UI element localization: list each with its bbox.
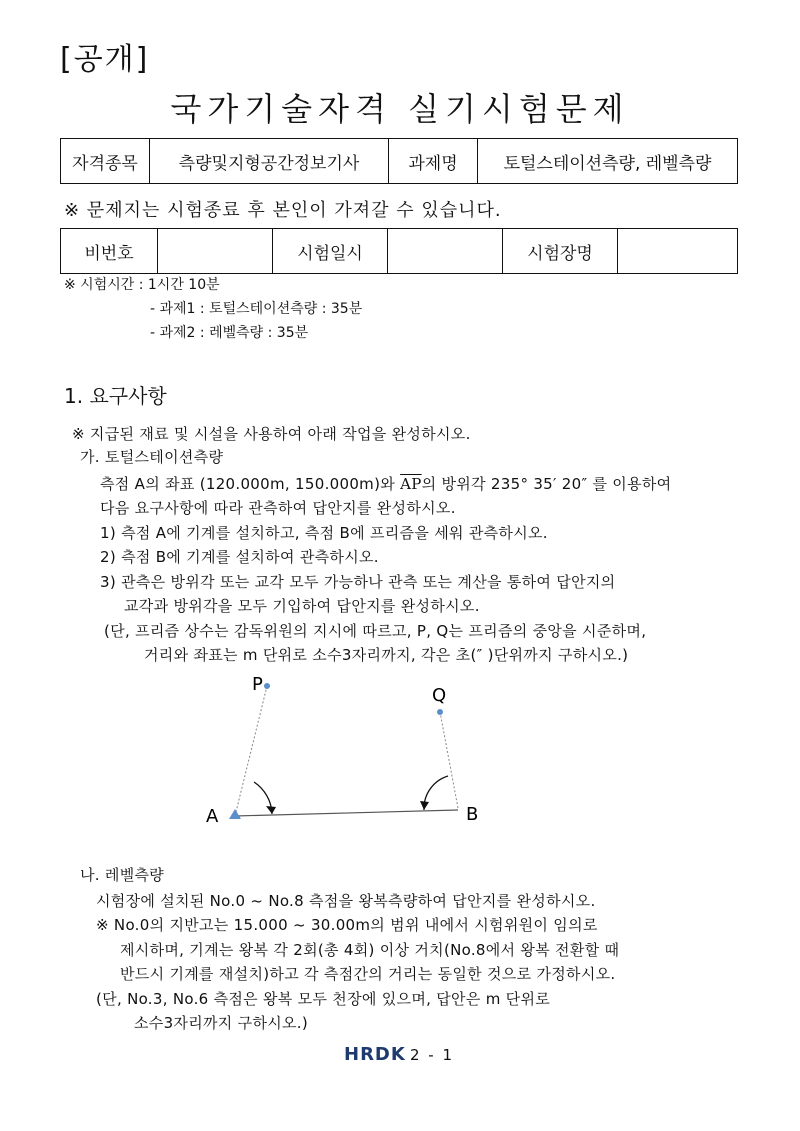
page-title: 국가기술자격 실기시험문제 <box>170 90 630 128</box>
part-a-item3b: 교각과 방위각을 모두 기입하여 답안지를 완성하시오. <box>124 597 480 615</box>
part-a-item1: 1) 측점 A에 기계를 설치하고, 측점 B에 프리즘을 세워 관측하시오. <box>100 524 548 542</box>
exam-date-label: 시험일시 <box>273 229 388 274</box>
section-intro: ※ 지급된 재료 및 시설을 사용하여 아래 작업을 완성하시오. <box>72 425 471 443</box>
arrowhead-a <box>266 806 276 814</box>
exam-date-field[interactable] <box>388 229 503 274</box>
info-table <box>60 138 738 184</box>
part-a-item3a: 3) 관측은 방위각 또는 교각 모두 가능하나 관측 또는 계산을 통하여 답안지의 <box>100 573 616 591</box>
part-a-line2: 다음 요구사항에 따라 관측하여 답안지를 완성하시오. <box>100 499 456 517</box>
qualification-label: 자격종목 <box>61 139 150 184</box>
part-a-note1: (단, 프리즘 상수는 감독위원의 지시에 따르고, P, Q는 프리즘의 중앙을 시준하며, <box>104 622 647 640</box>
part-b-note1: ※ No.0의 지반고는 15.000 ~ 30.00m의 범위 내에서 시험위원이 임의로 <box>96 916 598 934</box>
angle-arc-b <box>424 776 448 810</box>
id-table <box>60 228 738 274</box>
part-b-heading: 나. 레벨측량 <box>80 866 165 884</box>
part-a-item2: 2) 측점 B에 기계를 설치하여 관측하시오. <box>100 548 379 566</box>
part-b-line1: 시험장에 설치된 No.0 ~ No.8 측점을 왕복측량하여 답안지를 완성하시오. <box>96 892 596 910</box>
task-name-label: 과제명 <box>389 139 478 184</box>
page-number: 2 - 1 <box>410 1046 455 1064</box>
point-p-marker <box>264 683 270 689</box>
line-b-q <box>440 712 458 808</box>
exam-time-total: ※ 시험시간 : 1시간 10분 <box>64 277 220 293</box>
seat-number-field[interactable] <box>158 229 273 274</box>
part-b-note2: 제시하며, 기계는 왕복 각 2회(총 4회) 이상 거치(No.8에서 왕복 전환할 때 <box>120 941 620 959</box>
part-b-note5: 소수3자리까지 구하시오.) <box>134 1014 309 1032</box>
point-q-marker <box>437 709 443 715</box>
notice-text: ※ 문제지는 시험종료 후 본인이 가져갈 수 있습니다. <box>64 200 502 221</box>
public-tag: [공개] <box>60 42 150 77</box>
exam-time-task2: - 과제2 : 레벨측량 : 35분 <box>150 325 309 341</box>
section-heading: 1. 요구사항 <box>64 384 167 408</box>
label-p: P <box>252 674 263 695</box>
ap-direction-label: $\overline{AP}$ <box>400 475 422 493</box>
label-b: B <box>466 804 479 825</box>
line-a-b <box>235 810 458 816</box>
part-a-line1-post: 의 방위각 235° 35′ 20″ 를 이용하여 <box>421 475 672 493</box>
part-b-note3: 반드시 기계를 재설치)하고 각 측점간의 거리는 동일한 것으로 가정하시오. <box>120 965 616 983</box>
exam-site-field[interactable] <box>618 229 738 274</box>
task-name-value: 토털스테이션측량, 레벨측량 <box>478 139 738 184</box>
seat-number-label: 비번호 <box>61 229 158 274</box>
part-a-heading: 가. 토털스테이션측량 <box>80 448 224 466</box>
label-a: A <box>206 806 219 827</box>
exam-time-task1: - 과제1 : 토털스테이션측량 : 35분 <box>150 301 363 317</box>
part-a-line1-pre: 측점 A의 좌표 (120.000m, 150.000m)와 <box>100 475 396 493</box>
exam-site-label: 시험장명 <box>503 229 618 274</box>
arrowhead-b <box>420 801 429 810</box>
part-a-note2: 거리와 좌표는 m 단위로 소수3자리까지, 각은 초(″ )단위까지 구하시오.) <box>144 646 629 664</box>
part-b-note4: (단, No.3, No.6 측점은 왕복 모두 천장에 있으며, 답안은 m 단위로 <box>96 990 551 1008</box>
traverse-diagram <box>180 668 520 838</box>
line-a-p <box>235 686 267 816</box>
qualification-value: 측량및지형공간정보기사 <box>150 139 389 184</box>
label-q: Q <box>432 685 447 706</box>
point-a-marker <box>229 809 241 819</box>
part-a-line1 <box>100 473 671 494</box>
hrdk-logo: HRDK <box>344 1044 406 1065</box>
